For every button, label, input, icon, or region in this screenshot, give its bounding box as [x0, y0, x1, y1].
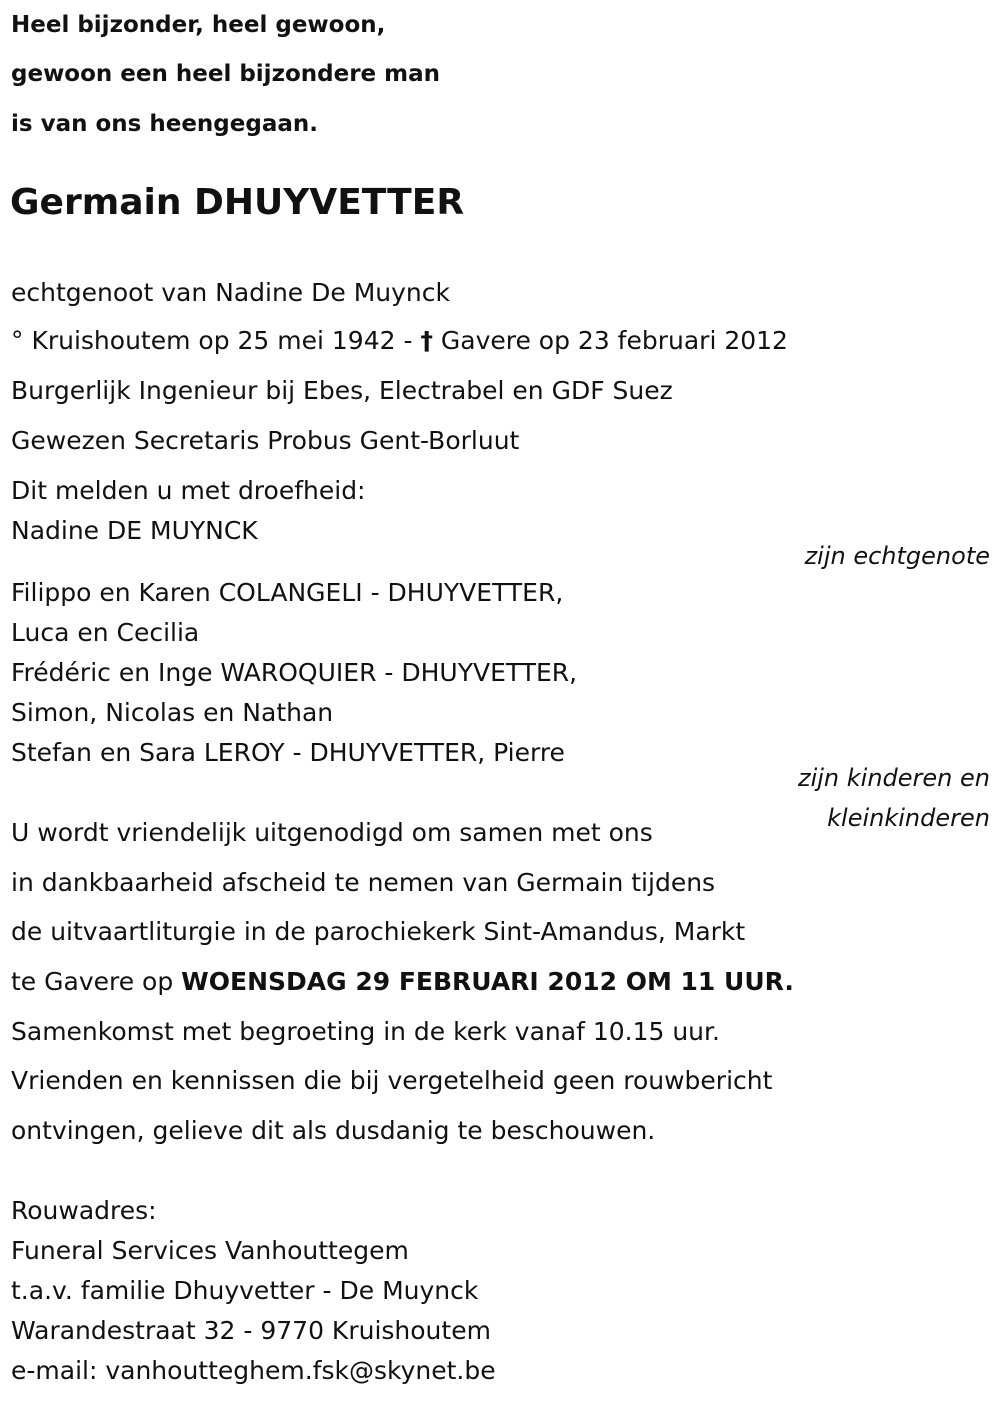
spouse-name: Nadine DE MUYNCK	[11, 516, 258, 545]
children-line-2: Luca en Cecilia	[11, 618, 200, 647]
spouse-line: echtgenoot van Nadine De Muynck	[11, 278, 450, 307]
children-role-line-1: zijn kinderen en	[798, 764, 990, 792]
address-line-2: t.a.v. familie Dhuyvetter - De Muynck	[11, 1276, 479, 1305]
children-role	[798, 758, 990, 838]
function-line: Gewezen Secretaris Probus Gent-Borluut	[11, 426, 520, 455]
birth-text: ° Kruishoutem op 25 mei 1942 -	[11, 326, 421, 355]
email-link[interactable]: vanhoutteghem.fsk@skynet.be	[105, 1356, 496, 1385]
profession-line: Burgerlijk Ingenieur bij Ebes, Electrabel en GDF Suez	[11, 376, 673, 405]
gathering-line: Samenkomst met begroeting in de kerk vanaf 10.15 uur.	[11, 1017, 720, 1046]
children-role-line-2: kleinkinderen	[827, 804, 990, 832]
address-label: Rouwadres:	[11, 1196, 157, 1225]
birth-death-line	[11, 326, 788, 355]
children-line-5: Stefan en Sara LEROY - DHUYVETTER, Pierre	[11, 738, 565, 767]
intro-line-1: Heel bijzonder, heel gewoon,	[11, 12, 386, 38]
notice-line-2: ontvingen, gelieve dit als dusdanig te beschouwen.	[11, 1116, 656, 1145]
death-text: Gavere op 23 februari 2012	[432, 326, 788, 355]
children-line-4: Simon, Nicolas en Nathan	[11, 698, 334, 727]
children-line-3: Frédéric en Inge WAROQUIER - DHUYVETTER,	[11, 658, 578, 687]
invitation-line-2: in dankbaarheid afscheid te nemen van Germain tijdens	[11, 868, 716, 897]
email-prefix: e-mail:	[11, 1356, 106, 1385]
spouse-role	[805, 536, 990, 576]
notice-line-1: Vrienden en kennissen die bij vergetelheid geen rouwbericht	[11, 1066, 773, 1095]
invitation-date: WOENSDAG 29 FEBRUARI 2012 OM 11 UUR.	[181, 967, 794, 996]
intro-line-3: is van ons heengegaan.	[11, 111, 318, 137]
invitation-date-line	[11, 967, 794, 996]
address-line-3: Warandestraat 32 - 9770 Kruishoutem	[11, 1316, 491, 1345]
spouse-role-text: zijn echtgenote	[804, 542, 990, 570]
children-line-1: Filippo en Karen COLANGELI - DHUYVETTER,	[11, 578, 564, 607]
email-line	[11, 1356, 496, 1385]
invitation-line-3: de uitvaartliturgie in de parochiekerk Sint-Amandus, Markt	[11, 917, 746, 946]
invitation-date-prefix: te Gavere op	[11, 967, 182, 996]
address-line-1: Funeral Services Vanhouttegem	[11, 1236, 409, 1265]
cross-icon: †	[420, 326, 433, 355]
intro-line-2: gewoon een heel bijzondere man	[11, 61, 441, 87]
invitation-line-1: U wordt vriendelijk uitgenodigd om samen met ons	[11, 818, 653, 847]
deceased-name: Germain DHUYVETTER	[10, 182, 465, 223]
announce-line: Dit melden u met droefheid:	[11, 476, 366, 505]
